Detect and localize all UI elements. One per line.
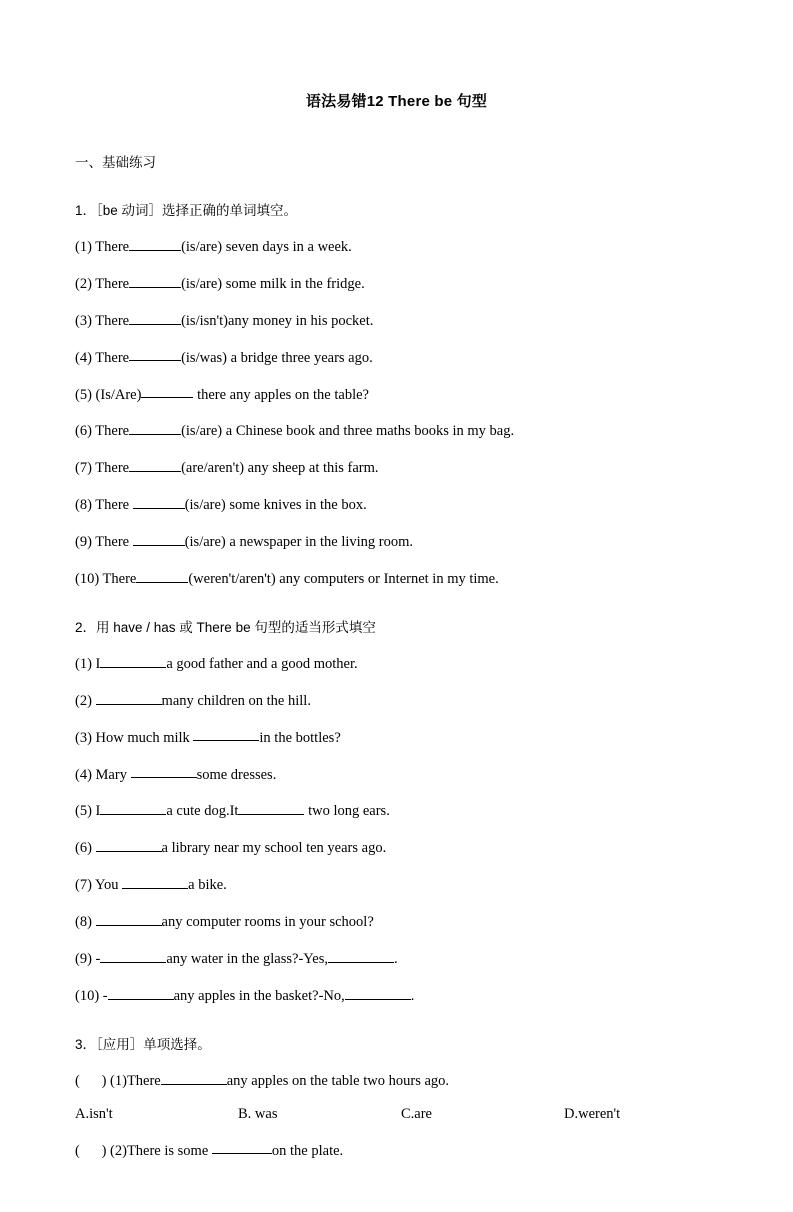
exercise-3-item — [75, 1140, 718, 1160]
exercise-3-item — [75, 1070, 718, 1090]
answer-blank[interactable] — [100, 948, 166, 963]
answer-blank[interactable] — [328, 948, 394, 963]
item-post-text: in the bottles? — [259, 729, 341, 746]
exercise-1-item — [75, 531, 718, 551]
item-pre-text: ( ) (2)There is some — [75, 1142, 212, 1159]
item-pre-text: (5) (Is/Are) — [75, 386, 142, 403]
item-pre-text: (9) - — [75, 950, 101, 967]
item-post-text-2: . — [410, 987, 415, 1004]
item-pre-text: (2) There — [75, 275, 130, 292]
item-post-text: (weren't/aren't) any computers or Internet in my time. — [188, 570, 499, 587]
answer-blank[interactable] — [193, 727, 259, 742]
item-pre-text: (6) — [75, 840, 96, 857]
page-title: 语法易错12 There be 句型 — [305, 93, 488, 110]
exercise-1-item — [75, 384, 718, 404]
answer-blank[interactable] — [133, 531, 185, 546]
item-pre-text: (4) There — [75, 349, 130, 366]
answer-blank[interactable] — [96, 690, 162, 705]
item-post-text: (is/isn't)any money in his pocket. — [181, 312, 374, 329]
answer-blank[interactable] — [141, 384, 193, 399]
item-post-text: a cute dog.It — [166, 803, 239, 820]
item-post-text: any water in the glass?-Yes, — [166, 950, 328, 967]
item-pre-text: (10) - — [75, 987, 108, 1004]
item-post-text: (is/are) a newspaper in the living room. — [184, 533, 414, 550]
document-page — [0, 90, 793, 1212]
exercise-2-item — [75, 911, 718, 931]
exercise-3-heading: 3．［应用］单项选择。 — [75, 1036, 211, 1052]
item-post-text: on the plate. — [271, 1142, 344, 1159]
exercise-1-item — [75, 273, 718, 293]
item-post-text: (is/are) some knives in the box. — [184, 497, 367, 513]
exercise-1-item — [75, 347, 718, 367]
item-post-text: some dresses. — [196, 766, 277, 783]
exercise-2-heading: 2．用 have / has 或 There be 句型的适当形式填空 — [75, 619, 376, 635]
option-d[interactable]: D.weren't — [564, 1105, 621, 1122]
answer-blank[interactable] — [100, 800, 166, 815]
exercise-1-item — [75, 310, 718, 330]
exercise-1-item — [75, 420, 718, 440]
item-pre-text: (2) — [75, 692, 96, 709]
item-pre-text: (4) Mary — [75, 766, 131, 783]
answer-blank[interactable] — [131, 764, 197, 779]
item-pre-text: (5) I — [75, 803, 101, 820]
exercise-2-item — [75, 837, 718, 857]
answer-blank[interactable] — [96, 911, 162, 926]
item-post-text: (is/are) a Chinese book and three maths books in my bag. — [181, 423, 515, 440]
answer-blank[interactable] — [100, 653, 166, 668]
answer-blank[interactable] — [161, 1070, 227, 1085]
option-b[interactable]: B. was — [238, 1105, 278, 1122]
answer-blank[interactable] — [129, 347, 181, 362]
option-a[interactable]: A.isn't — [75, 1105, 113, 1122]
exercise-1-item — [75, 236, 718, 256]
item-post-text: there any apples on the table? — [193, 386, 369, 403]
item-post-text: (is/are) seven days in a week. — [181, 238, 352, 255]
item-pre-text: (8) — [75, 913, 96, 930]
item-pre-text: (9) There — [75, 533, 133, 550]
exercise-2-item — [75, 874, 718, 894]
item-post-text: a good father and a good mother. — [166, 655, 358, 672]
exercise-3-options — [75, 1106, 718, 1123]
exercise-1-item — [75, 457, 718, 477]
exercise-2-item — [75, 800, 718, 820]
item-post-text: (is/are) some milk in the fridge. — [181, 275, 365, 292]
item-post-text-2: . — [394, 950, 398, 967]
answer-blank[interactable] — [129, 457, 181, 472]
item-post-text: many children on the hill. — [161, 692, 311, 709]
item-post-text: any apples in the basket?-No, — [173, 987, 345, 1004]
item-pre-text: (7) You — [75, 877, 123, 894]
item-post-text: any computer rooms in your school? — [161, 913, 374, 930]
answer-blank[interactable] — [108, 985, 174, 1000]
item-pre-text: (8) There — [75, 497, 133, 513]
item-pre-text: (6) There — [75, 423, 130, 440]
answer-blank[interactable] — [212, 1140, 272, 1155]
answer-blank[interactable] — [122, 874, 188, 889]
item-post-text: a bike. — [188, 877, 227, 894]
answer-blank[interactable] — [129, 273, 181, 288]
answer-blank[interactable] — [238, 800, 304, 815]
answer-blank[interactable] — [345, 985, 411, 1000]
exercise-1-item — [75, 494, 718, 514]
answer-blank[interactable] — [129, 310, 181, 325]
answer-blank[interactable] — [96, 837, 162, 852]
exercise-2-item — [75, 948, 718, 968]
item-pre-text: (7) There — [75, 460, 130, 477]
exercise-2-item — [75, 727, 718, 747]
item-post-text: any apples on the table two hours ago. — [226, 1072, 450, 1089]
answer-blank[interactable] — [129, 420, 181, 435]
option-c[interactable]: C.are — [401, 1105, 432, 1122]
answer-blank[interactable] — [133, 494, 185, 509]
item-pre-text: (1) I — [75, 655, 101, 672]
exercise-1-item — [75, 568, 718, 588]
exercise-1-heading: 1．［be 动词］选择正确的单词填空。 — [75, 203, 298, 218]
exercise-2-item — [75, 690, 718, 710]
answer-blank[interactable] — [136, 568, 188, 583]
item-pre-text: (1) There — [75, 238, 130, 255]
section-heading-basics: 一、基础练习 — [75, 155, 156, 170]
item-pre-text: ( ) (1)There — [75, 1072, 161, 1089]
item-pre-text: (3) There — [75, 312, 130, 329]
exercise-2-item — [75, 653, 718, 673]
item-post-text: (is/was) a bridge three years ago. — [181, 349, 373, 366]
answer-blank[interactable] — [129, 236, 181, 251]
item-pre-text: (10) There — [75, 570, 137, 587]
exercise-2-item — [75, 985, 718, 1005]
exercise-2-item — [75, 764, 718, 784]
item-pre-text: (3) How much milk — [75, 729, 194, 746]
item-post-text: (are/aren't) any sheep at this farm. — [181, 460, 379, 477]
item-post-text-2: two long ears. — [304, 803, 390, 820]
item-post-text: a library near my school ten years ago. — [161, 840, 387, 857]
